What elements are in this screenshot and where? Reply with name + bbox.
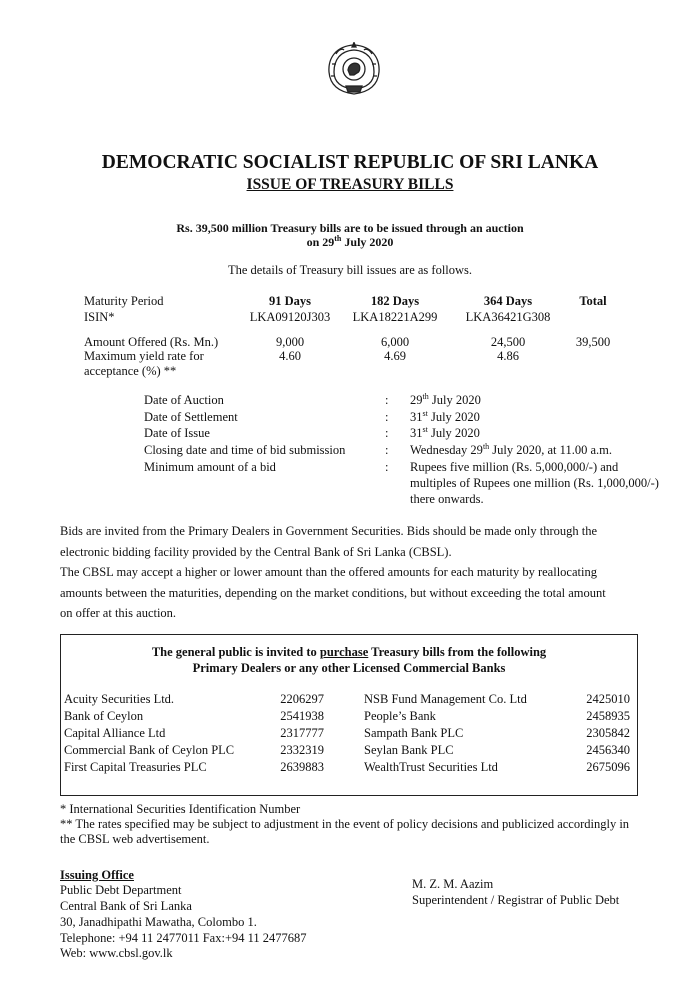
- office-telephone: Telephone: +94 11 2477011 Fax:+94 11 2477687: [60, 931, 307, 945]
- paragraph-line: Bids are invited from the Primary Dealers in Government Securities. Bids should be made only through the: [60, 524, 598, 538]
- rates-footnote: [60, 817, 650, 847]
- date-of-settlement-value: 31st July 2020: [410, 408, 480, 424]
- document-title: DEMOCRATIC SOCIALIST REPUBLIC OF SRI LANKA: [101, 152, 599, 173]
- paragraph-line: electronic bidding facility provided by the Central Bank of Sri Lanka (CBSL).: [60, 544, 452, 559]
- maturity-period-label: Maturity Period: [84, 294, 164, 308]
- issue-amount-line: Rs. 39,500 million Treasury bills are to be issued through an auction: [176, 221, 524, 235]
- amount-offered-label: Amount Offered (Rs. Mn.): [84, 335, 219, 349]
- dealers-heading-2: Primary Dealers or any other Licensed Commercial Banks: [192, 661, 506, 675]
- isin-364: LKA36421G308: [465, 310, 551, 324]
- dealer-phone: 2206297: [280, 692, 324, 706]
- dealer-phone: 2425010: [586, 692, 630, 706]
- minimum-bid-label: Minimum amount of a bid: [144, 460, 276, 474]
- total-header: Total: [579, 294, 607, 308]
- dealer-phone: 2639883: [280, 760, 324, 774]
- dealer-name: Commercial Bank of Ceylon PLC: [64, 743, 235, 757]
- dealer-name: Seylan Bank PLC: [364, 743, 454, 757]
- paragraph-line: on offer at this auction.: [60, 606, 177, 620]
- closing-date-value: Wednesday 29th July 2020, at 11.00 a.m.: [410, 441, 612, 457]
- date-of-auction-label: Date of Auction: [144, 393, 224, 407]
- dealer-phone: 2456340: [586, 743, 630, 757]
- office-department: Public Debt Department: [60, 883, 182, 897]
- signatory-title: Superintendent / Registrar of Public Debt: [412, 893, 620, 907]
- dealer-phone: 2317777: [280, 726, 324, 740]
- yield-91: 4.60: [279, 349, 301, 363]
- dealer-phone: 2458935: [586, 709, 630, 723]
- amount-182: 6,000: [380, 335, 410, 349]
- date-of-auction-value: 29th July 2020: [410, 391, 481, 407]
- dealer-name: Bank of Ceylon: [64, 709, 144, 723]
- minimum-bid-line-3: there onwards.: [410, 492, 484, 506]
- dealer-name: NSB Fund Management Co. Ltd: [364, 692, 527, 706]
- dealer-phone: 2332319: [280, 743, 324, 757]
- period-182-days: 182 Days: [370, 294, 420, 308]
- max-yield-label-2: acceptance (%) **: [84, 364, 177, 378]
- amount-364: 24,500: [490, 335, 526, 349]
- dealer-name: Acuity Securities Ltd.: [64, 692, 175, 706]
- footnote-line: the CBSL web advertisement.: [60, 832, 210, 846]
- max-yield-label: Maximum yield rate for: [84, 349, 204, 363]
- colon: :: [385, 443, 389, 457]
- dealer-phone: 2305842: [586, 726, 630, 740]
- dealers-heading-1: The general public is invited to purchase Treasury bills from the following: [151, 645, 547, 659]
- dealer-name: Sampath Bank PLC: [364, 726, 464, 740]
- dealer-name: Capital Alliance Ltd: [64, 726, 166, 740]
- details-intro: The details of Treasury bill issues are as follows.: [227, 263, 473, 277]
- closing-date-label: Closing date and time of bid submission: [144, 443, 346, 457]
- period-364-days: 364 Days: [483, 294, 533, 308]
- date-of-issue-value: 31st July 2020: [410, 424, 480, 440]
- amount-total: 39,500: [575, 335, 611, 349]
- minimum-bid-line-2: multiples of Rupees one million (Rs. 1,000,000/-): [410, 476, 659, 490]
- office-bank: Central Bank of Sri Lanka: [60, 899, 192, 913]
- document-subtitle: ISSUE OF TREASURY BILLS: [246, 176, 454, 193]
- sri-lanka-national-emblem-icon: [324, 42, 384, 98]
- dealer-phone: 2541938: [280, 709, 324, 723]
- auction-date-line: on 29th July 2020: [306, 234, 394, 249]
- date-of-issue-label: Date of Issue: [144, 426, 210, 440]
- isin-182: LKA18221A299: [352, 310, 438, 324]
- paragraph-line: amounts between the maturities, depending on the market conditions, but without exceeding the total amount: [60, 585, 606, 600]
- signatory-name: M. Z. M. Aazim: [412, 877, 494, 891]
- colon: :: [385, 393, 389, 407]
- date-of-settlement-label: Date of Settlement: [144, 410, 238, 424]
- amount-91: 9,000: [275, 335, 305, 349]
- dealer-name: WealthTrust Securities Ltd: [364, 760, 498, 774]
- period-91-days: 91 Days: [268, 294, 312, 308]
- colon: :: [385, 426, 389, 440]
- office-address: 30, Janadhipathi Mawatha, Colombo 1.: [60, 915, 257, 929]
- dealer-name: First Capital Treasuries PLC: [64, 760, 207, 774]
- minimum-bid-line-1: Rupees five million (Rs. 5,000,000/-) and: [410, 460, 619, 474]
- bids-paragraph: [60, 521, 640, 624]
- office-website: Web: www.cbsl.gov.lk: [60, 946, 173, 960]
- paragraph-line: The CBSL may accept a higher or lower amount than the offered amounts for each maturity by reallocating: [60, 565, 597, 579]
- yield-182: 4.69: [384, 349, 406, 363]
- footnote-line: ** The rates specified may be subject to adjustment in the event of policy decisions and publicized accordingly in: [60, 817, 630, 831]
- yield-364: 4.86: [497, 349, 519, 363]
- dealer-name: People’s Bank: [364, 709, 436, 723]
- isin-label: ISIN*: [84, 310, 115, 324]
- colon: :: [385, 410, 389, 424]
- issuing-office-heading: Issuing Office: [60, 868, 134, 882]
- isin-91: LKA09120J303: [249, 310, 331, 324]
- colon: :: [385, 460, 389, 474]
- dealer-phone: 2675096: [586, 760, 630, 774]
- isin-footnote: * International Securities Identification Number: [60, 802, 301, 816]
